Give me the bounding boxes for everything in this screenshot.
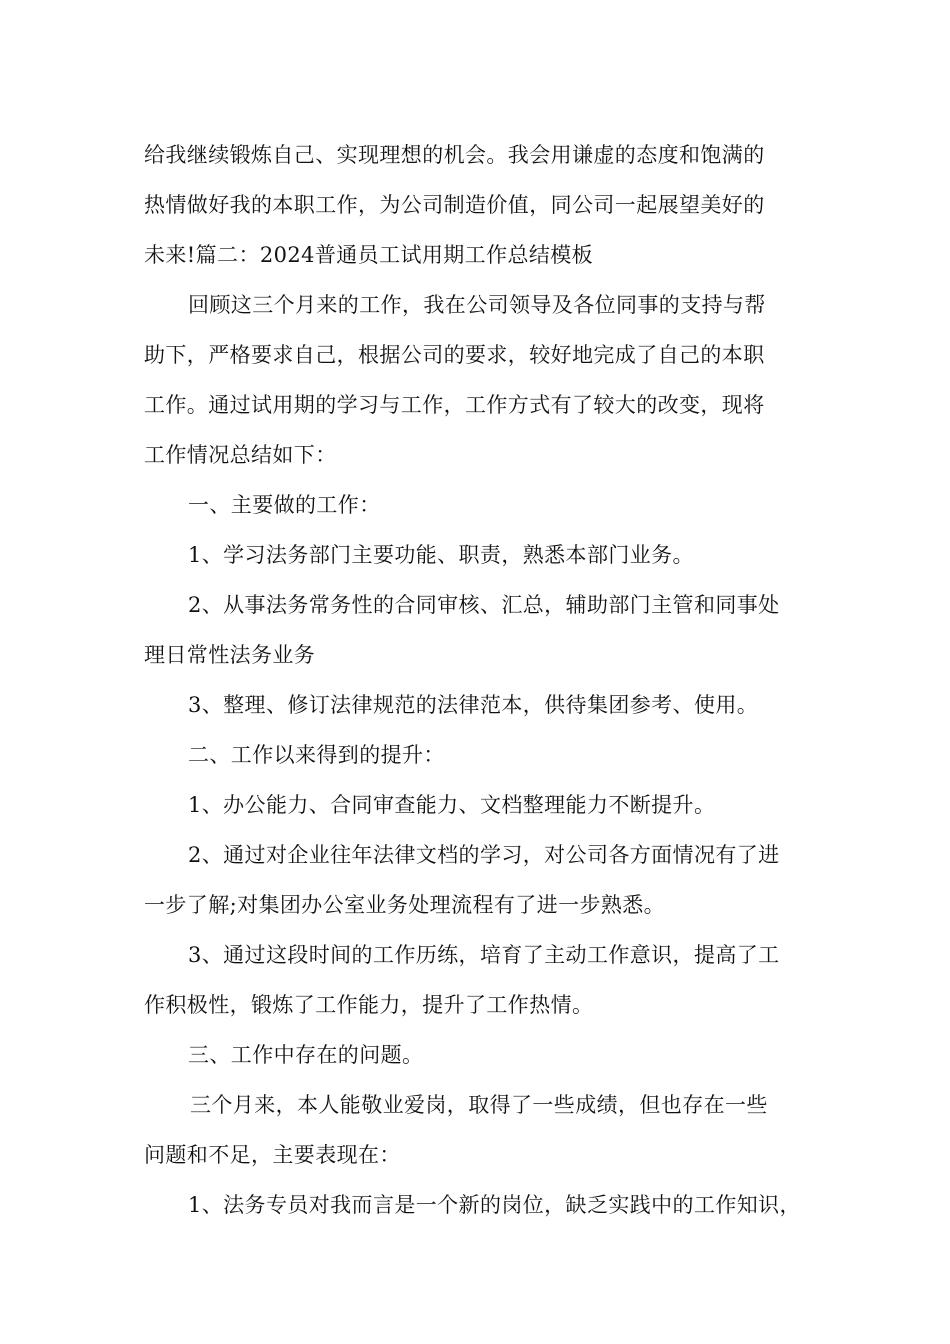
list-item: 3、整理、修订法律规范的法律范本，供待集团参考、使用。 — [188, 693, 759, 717]
list-item: 1、学习法务部门主要功能、职责，熟悉本部门业务。 — [188, 543, 694, 567]
text-line: 热情做好我的本职工作，为公司制造价值，同公司一起展望美好的 — [144, 193, 765, 217]
list-item: 2、通过对企业往年法律文档的学习，对公司各方面情况有了进 — [188, 843, 780, 867]
text-line: 作积极性，锻炼了工作能力，提升了工作热情。 — [144, 993, 594, 1017]
text-line: 理日常性法务业务 — [144, 643, 316, 667]
document-body — [144, 130, 808, 1230]
text-line: 未来!篇二：2024普通员工试用期工作总结模板 — [144, 243, 594, 267]
text-line: 问题和不足，主要表现在： — [144, 1143, 401, 1167]
text-line: 工作情况总结如下： — [144, 443, 337, 467]
text-line: 给我继续锻炼自己、实现理想的机会。我会用谦虚的态度和饱满的 — [144, 143, 765, 167]
paragraph-start: 回顾这三个月来的工作，我在公司领导及各位同事的支持与帮 — [188, 293, 766, 317]
section-heading: 三、工作中存在的问题。 — [188, 1043, 424, 1067]
list-item: 2、从事法务常务性的合同审核、汇总，辅助部门主管和同事处 — [188, 593, 780, 617]
list-item: 3、通过这段时间的工作历练，培育了主动工作意识，提高了工 — [188, 943, 780, 967]
list-item: 1、办公能力、合同审查能力、文档整理能力不断提升。 — [188, 793, 716, 817]
list-item: 1、法务专员对我而言是一个新的岗位，缺乏实践中的工作知识， — [188, 1193, 801, 1217]
section-heading: 二、工作以来得到的提升： — [188, 743, 445, 767]
section-heading: 一、主要做的工作： — [188, 493, 381, 517]
text-line: 工作。通过试用期的学习与工作，工作方式有了较大的改变，现将 — [144, 393, 765, 417]
paragraph-start: 三个月来，本人能敬业爱岗，取得了一些成绩，但也存在一些 — [190, 1093, 768, 1117]
text-line: 助下，严格要求自己，根据公司的要求，较好地完成了自己的本职 — [144, 343, 765, 367]
text-line: 一步了解;对集团办公室业务处理流程有了进一步熟悉。 — [144, 893, 666, 917]
